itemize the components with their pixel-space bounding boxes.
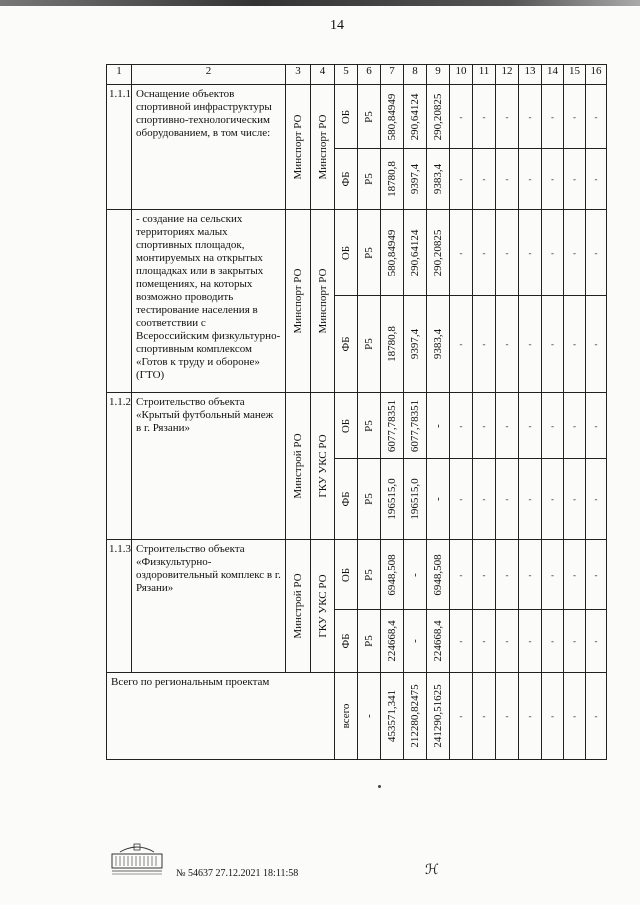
empty-mark: - [482, 420, 486, 431]
amount-year2: 9383,4 [432, 163, 444, 195]
total-c9: 241290,51625 [432, 684, 444, 748]
budget-source: ФБ [340, 171, 352, 187]
col-13-empty [519, 610, 542, 673]
empty-mark: - [528, 247, 532, 258]
amount-year1: 6077,78351 [409, 399, 421, 452]
col-13-empty [519, 149, 542, 210]
executor-col4: Минспорт РО [316, 114, 329, 180]
col-12-empty [496, 610, 519, 673]
col-13-empty [519, 673, 542, 760]
header-col-10: 10 [450, 65, 473, 85]
empty-mark: - [528, 494, 532, 504]
amount-year1: 9397,4 [409, 328, 421, 360]
empty-mark: - [459, 711, 463, 721]
executor-col3: Минспорт РО [292, 268, 304, 334]
executor-col3-cell [286, 393, 311, 540]
amount-year1-cell [404, 459, 427, 540]
executor-col3: Минспорт РО [292, 114, 304, 180]
budget-source-cell [335, 393, 358, 459]
empty-mark: - [482, 174, 486, 184]
budget-source: ФБ [340, 491, 352, 507]
empty-mark: - [528, 174, 532, 184]
budget-source-cell [335, 210, 358, 296]
amount-total: 18780,8 [386, 326, 398, 362]
amount-year2-cell [427, 459, 450, 540]
empty-mark: - [482, 636, 486, 646]
col-12-empty [496, 393, 519, 459]
amount-year1-cell [404, 149, 427, 210]
row-name: Оснащение объектов спортивной инфраструктуры спортивно-технологическим оборудованием, в том числе: [132, 85, 286, 210]
col-15-empty [564, 393, 586, 459]
empty-mark: - [551, 247, 554, 258]
empty-mark: - [551, 636, 554, 646]
total-row [107, 673, 607, 760]
col-16-empty [586, 393, 607, 459]
total-label: Всего по региональным проектам [107, 673, 335, 760]
row-name: Строительство объекта «Крытый футбольный манеж в г. Рязани» [132, 393, 286, 540]
col-15-empty [564, 459, 586, 540]
col-14-empty [542, 673, 564, 760]
col-13-empty [519, 85, 542, 149]
executor-col3: Минстрой РО [292, 573, 304, 639]
executor-col4: ГКУ УКС РО [316, 434, 329, 498]
empty-mark: - [482, 494, 486, 504]
total-c7: 453571,341 [386, 689, 398, 743]
col-13-empty [519, 459, 542, 540]
col-10-empty [450, 210, 473, 296]
col-16-empty [586, 610, 607, 673]
table-row [107, 85, 607, 149]
empty-mark: - [505, 174, 509, 184]
col-14-empty [542, 393, 564, 459]
empty-mark: - [528, 711, 532, 721]
executor-col3-cell [286, 540, 311, 673]
col-11-empty [473, 540, 496, 610]
budget-code: Р5 [363, 110, 375, 123]
col-14-empty [542, 610, 564, 673]
empty-mark: - [573, 420, 576, 431]
header-col-13: 13 [519, 65, 542, 85]
amount-year2-cell [427, 85, 450, 149]
amount-year2-cell [427, 540, 450, 610]
budget-code: Р5 [363, 568, 375, 581]
col-14-empty [542, 540, 564, 610]
empty-mark: - [459, 111, 463, 122]
total-c8-cell [404, 673, 427, 760]
row-number: 1.1.2 [107, 393, 132, 540]
col-12-empty [496, 210, 519, 296]
executor-col3-cell [286, 85, 311, 210]
empty-mark: - [573, 636, 576, 646]
empty-mark: - [594, 111, 598, 122]
empty-mark: - [594, 174, 598, 184]
amount-year1: 196515,0 [409, 478, 421, 520]
amount-total-cell [381, 540, 404, 610]
col-16-empty [586, 85, 607, 149]
empty-mark: - [459, 247, 463, 258]
total-c9-cell [427, 673, 450, 760]
budget-source-cell [335, 149, 358, 210]
amount-total-cell [381, 210, 404, 296]
executor-col4-cell [311, 85, 335, 210]
col-16-empty [586, 459, 607, 540]
empty-mark: - [551, 174, 554, 184]
budget-code: Р5 [363, 635, 375, 647]
col-15-empty [564, 210, 586, 296]
amount-total: 18780,8 [386, 161, 398, 197]
empty-mark: - [505, 339, 509, 349]
empty-mark: - [482, 711, 486, 721]
col-13-empty [519, 540, 542, 610]
budget-code-cell [358, 610, 381, 673]
amount-year2: 224668,4 [432, 620, 444, 662]
amount-total: 580,84949 [386, 93, 398, 140]
col-16-empty [586, 296, 607, 393]
empty-mark: - [551, 420, 554, 431]
amount-year2: 9383,4 [432, 328, 444, 360]
budget-source: ФБ [340, 633, 352, 649]
row-name: Строительство объекта «Физкультурно-оздоровительный комплекс в г. Рязани» [132, 540, 286, 673]
empty-mark: - [528, 636, 532, 646]
empty-mark: - [573, 174, 576, 184]
empty-mark: - [459, 174, 463, 184]
budget-code-cell [358, 85, 381, 149]
total-c7-cell [381, 673, 404, 760]
header-col-8: 8 [404, 65, 427, 85]
header-col-3: 3 [286, 65, 311, 85]
empty-mark: - [459, 569, 463, 580]
col-12-empty [496, 85, 519, 149]
col-16-empty [586, 149, 607, 210]
col-15-empty [564, 296, 586, 393]
amount-year2: - [432, 497, 444, 501]
empty-mark: - [573, 339, 576, 349]
budget-source: ФБ [340, 336, 352, 352]
empty-mark: - [505, 636, 509, 646]
empty-mark: - [573, 494, 576, 504]
empty-mark: - [505, 494, 509, 504]
col-12-empty [496, 459, 519, 540]
amount-year1: - [409, 639, 421, 643]
col-10-empty [450, 673, 473, 760]
col-14-empty [542, 210, 564, 296]
header-col-6: 6 [358, 65, 381, 85]
amount-year2-cell [427, 393, 450, 459]
budget-source: ОБ [340, 109, 352, 124]
amount-total-cell [381, 149, 404, 210]
empty-mark: - [594, 247, 598, 258]
amount-year1: 9397,4 [409, 163, 421, 195]
col-11-empty [473, 296, 496, 393]
col-12-empty [496, 296, 519, 393]
col-10-empty [450, 459, 473, 540]
budget-code: Р5 [363, 173, 375, 185]
header-col-2: 2 [132, 65, 286, 85]
budget-source: ОБ [340, 567, 352, 582]
col-11-empty [473, 610, 496, 673]
col-15-empty [564, 85, 586, 149]
row-number: 1.1.1 [107, 85, 132, 210]
empty-mark: - [505, 420, 509, 431]
amount-total-cell [381, 393, 404, 459]
amount-year2: - [432, 423, 444, 428]
col-10-empty [450, 610, 473, 673]
total-c8: 212280,82475 [409, 684, 421, 748]
amount-year2-cell [427, 296, 450, 393]
amount-year2: 6948,508 [432, 553, 444, 596]
empty-mark: - [482, 247, 486, 258]
col-11-empty [473, 210, 496, 296]
amount-year2-cell [427, 610, 450, 673]
empty-mark: - [459, 420, 463, 431]
budget-code-cell [358, 149, 381, 210]
budget-code: Р5 [363, 419, 375, 432]
header-col-14: 14 [542, 65, 564, 85]
empty-mark: - [505, 247, 509, 258]
amount-year2-cell [427, 149, 450, 210]
total-c6: - [363, 714, 375, 718]
empty-mark: - [594, 711, 598, 721]
executor-col4-cell [311, 210, 335, 393]
col-10-empty [450, 85, 473, 149]
amount-year2: 290,20825 [432, 229, 444, 276]
row-number [107, 210, 132, 393]
amount-total: 224668,4 [386, 620, 398, 662]
col-10-empty [450, 393, 473, 459]
budget-source: ОБ [340, 418, 352, 433]
executor-col4-cell [311, 540, 335, 673]
table-row [107, 393, 607, 459]
table-row [107, 540, 607, 610]
budget-code: Р5 [363, 246, 375, 259]
col-12-empty [496, 673, 519, 760]
empty-mark: - [551, 711, 554, 721]
header-col-16: 16 [586, 65, 607, 85]
col-12-empty [496, 149, 519, 210]
empty-mark: - [573, 711, 576, 721]
registration-stamp-icon [110, 842, 164, 876]
amount-year1-cell [404, 85, 427, 149]
col-13-empty [519, 296, 542, 393]
col-15-empty [564, 673, 586, 760]
amount-year1-cell [404, 296, 427, 393]
header-col-11: 11 [473, 65, 496, 85]
header-row [107, 65, 607, 85]
budget-code-cell [358, 296, 381, 393]
total-c6-cell [358, 673, 381, 760]
header-col-7: 7 [381, 65, 404, 85]
col-13-empty [519, 393, 542, 459]
empty-mark: - [551, 494, 554, 504]
amount-total-cell [381, 459, 404, 540]
col-14-empty [542, 85, 564, 149]
executor-col4: ГКУ УКС РО [316, 574, 329, 638]
budget-code-cell [358, 459, 381, 540]
amount-year1: - [409, 572, 421, 577]
table-row [107, 210, 607, 296]
empty-mark: - [594, 494, 598, 504]
budget-source-cell [335, 540, 358, 610]
col-15-empty [564, 540, 586, 610]
amount-year1-cell [404, 210, 427, 296]
empty-mark: - [482, 569, 486, 580]
empty-mark: - [459, 494, 463, 504]
total-c5: всего [340, 703, 352, 729]
col-15-empty [564, 610, 586, 673]
header-col-15: 15 [564, 65, 586, 85]
col-15-empty [564, 149, 586, 210]
scan-top-edge [0, 0, 640, 6]
budget-code: Р5 [363, 338, 375, 350]
amount-year2-cell [427, 210, 450, 296]
empty-mark: - [528, 420, 532, 431]
empty-mark: - [528, 339, 532, 349]
empty-mark: - [573, 569, 576, 580]
empty-mark: - [505, 111, 509, 122]
executor-col3: Минстрой РО [292, 433, 304, 499]
budget-code-cell [358, 540, 381, 610]
executor-col3-cell [286, 210, 311, 393]
col-11-empty [473, 459, 496, 540]
col-11-empty [473, 393, 496, 459]
empty-mark: - [459, 339, 463, 349]
executor-col4-cell [311, 393, 335, 540]
budget-code: Р5 [363, 493, 375, 505]
amount-total-cell [381, 85, 404, 149]
budget-code-cell [358, 393, 381, 459]
handwritten-signature: ℋ [425, 863, 439, 878]
amount-year1: 290,64124 [409, 229, 421, 276]
col-11-empty [473, 149, 496, 210]
col-10-empty [450, 296, 473, 393]
amount-total-cell [381, 610, 404, 673]
document-registration-text: № 54637 27.12.2021 18:11:58 [176, 868, 299, 879]
col-12-empty [496, 540, 519, 610]
header-col-9: 9 [427, 65, 450, 85]
amount-year2: 290,20825 [432, 93, 444, 140]
amount-total: 6077,78351 [386, 399, 398, 452]
col-16-empty [586, 673, 607, 760]
empty-mark: - [528, 111, 532, 122]
budget-source-cell [335, 85, 358, 149]
empty-mark: - [594, 420, 598, 431]
empty-mark: - [594, 339, 598, 349]
empty-mark: - [528, 569, 532, 580]
empty-mark: - [573, 247, 576, 258]
empty-mark: - [594, 636, 598, 646]
col-14-empty [542, 459, 564, 540]
budget-source: ОБ [340, 245, 352, 260]
col-11-empty [473, 673, 496, 760]
col-10-empty [450, 149, 473, 210]
header-col-1: 1 [107, 65, 132, 85]
col-11-empty [473, 85, 496, 149]
col-16-empty [586, 540, 607, 610]
col-10-empty [450, 540, 473, 610]
amount-total: 196515,0 [386, 478, 398, 520]
amount-total: 6948,508 [386, 553, 398, 596]
budget-code-cell [358, 210, 381, 296]
header-col-5: 5 [335, 65, 358, 85]
empty-mark: - [551, 339, 554, 349]
budget-source-cell [335, 296, 358, 393]
empty-mark: - [482, 339, 486, 349]
amount-year1-cell [404, 393, 427, 459]
header-col-4: 4 [311, 65, 335, 85]
amount-year1: 290,64124 [409, 93, 421, 140]
budget-source-cell [335, 459, 358, 540]
empty-mark: - [594, 569, 598, 580]
scan-speck [378, 785, 381, 788]
empty-mark: - [551, 111, 554, 122]
budget-source-cell [335, 610, 358, 673]
total-c5-cell [335, 673, 358, 760]
empty-mark: - [551, 569, 554, 580]
amount-year1-cell [404, 610, 427, 673]
amount-total: 580,84949 [386, 229, 398, 276]
header-col-12: 12 [496, 65, 519, 85]
col-14-empty [542, 296, 564, 393]
empty-mark: - [482, 111, 486, 122]
empty-mark: - [505, 711, 509, 721]
amount-total-cell [381, 296, 404, 393]
col-13-empty [519, 210, 542, 296]
empty-mark: - [573, 111, 576, 122]
col-14-empty [542, 149, 564, 210]
row-name: - создание на сельских территориях малых спортивных площадок, монтируемых на открытых площадках или в закрытых помещениях, на которых возможно проводить тестирование населения в соответствии с Всероссийским физкультурно-спортивным комплексом «Готов к труду и обороне» (ГТО) [132, 210, 286, 393]
page-number: 14 [330, 18, 344, 33]
empty-mark: - [505, 569, 509, 580]
regional-projects-table [106, 64, 607, 760]
executor-col4: Минспорт РО [316, 268, 329, 334]
amount-year1-cell [404, 540, 427, 610]
row-number: 1.1.3 [107, 540, 132, 673]
col-16-empty [586, 210, 607, 296]
empty-mark: - [459, 636, 463, 646]
